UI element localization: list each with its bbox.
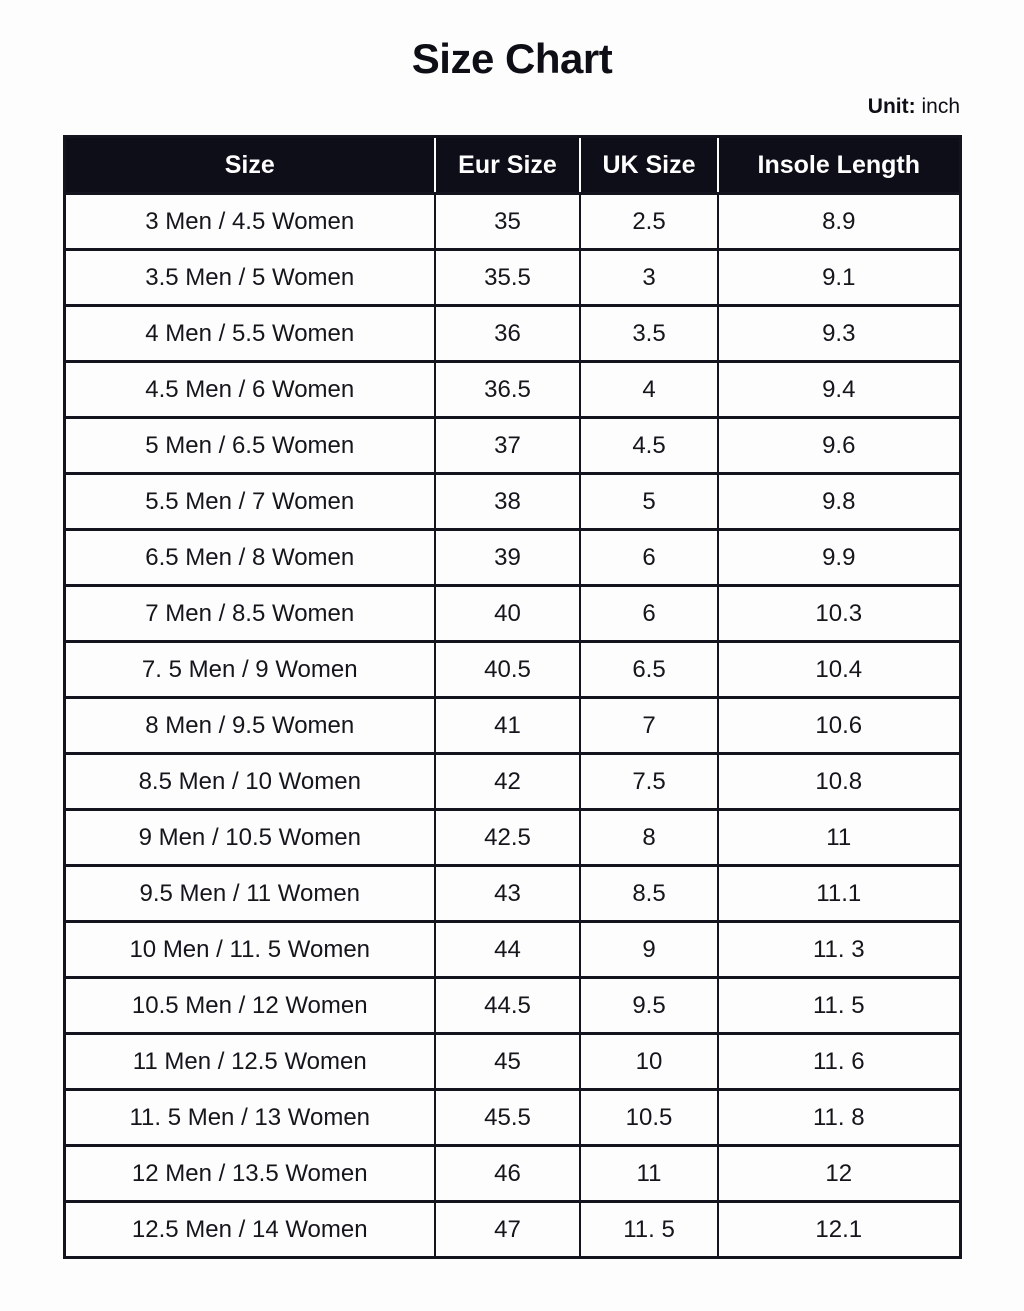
table-row xyxy=(64,978,960,1034)
column-header-size: Size xyxy=(64,137,435,194)
uk-size-cell: 5 xyxy=(580,474,718,530)
table-row xyxy=(64,922,960,978)
uk-size-cell: 11 xyxy=(580,1146,718,1202)
eur-size-cell: 40 xyxy=(435,586,580,642)
uk-size-cell: 8 xyxy=(580,810,718,866)
page-title: Size Chart xyxy=(411,35,613,82)
uk-size-cell: 8.5 xyxy=(580,866,718,922)
uk-size-cell: 3 xyxy=(580,250,718,306)
table-row xyxy=(64,362,960,418)
size-cell: 11. 5 Men / 13 Women xyxy=(64,1090,435,1146)
insole-length-cell: 10.8 xyxy=(718,754,960,810)
uk-size-cell: 3.5 xyxy=(580,306,718,362)
table-row xyxy=(64,698,960,754)
size-cell: 12 Men / 13.5 Women xyxy=(64,1146,435,1202)
table-row xyxy=(64,810,960,866)
eur-size-cell: 43 xyxy=(435,866,580,922)
table-row xyxy=(64,754,960,810)
insole-length-cell: 9.6 xyxy=(718,418,960,474)
size-cell: 11 Men / 12.5 Women xyxy=(64,1034,435,1090)
table-row xyxy=(64,194,960,250)
column-header-insole-length: Insole Length xyxy=(718,137,960,194)
insole-length-cell: 9.1 xyxy=(718,250,960,306)
uk-size-cell: 2.5 xyxy=(580,194,718,250)
table-row xyxy=(64,474,960,530)
table-row xyxy=(64,642,960,698)
eur-size-cell: 45 xyxy=(435,1034,580,1090)
size-cell: 7. 5 Men / 9 Women xyxy=(64,642,435,698)
eur-size-cell: 42.5 xyxy=(435,810,580,866)
size-cell: 3 Men / 4.5 Women xyxy=(64,194,435,250)
table-row xyxy=(64,1202,960,1258)
size-cell: 4.5 Men / 6 Women xyxy=(64,362,435,418)
size-cell: 12.5 Men / 14 Women xyxy=(64,1202,435,1258)
insole-length-cell: 9.3 xyxy=(718,306,960,362)
insole-length-cell: 11.1 xyxy=(718,866,960,922)
uk-size-cell: 4.5 xyxy=(580,418,718,474)
table-row xyxy=(64,1090,960,1146)
size-cell: 5 Men / 6.5 Women xyxy=(64,418,435,474)
table-row xyxy=(64,1146,960,1202)
eur-size-cell: 44.5 xyxy=(435,978,580,1034)
eur-size-cell: 36.5 xyxy=(435,362,580,418)
size-cell: 8.5 Men / 10 Women xyxy=(64,754,435,810)
unit-label: Unit: xyxy=(867,95,916,118)
table-row xyxy=(64,306,960,362)
eur-size-cell: 35.5 xyxy=(435,250,580,306)
insole-length-cell: 11. 6 xyxy=(718,1034,960,1090)
uk-size-cell: 6 xyxy=(580,530,718,586)
eur-size-cell: 38 xyxy=(435,474,580,530)
table-row xyxy=(64,250,960,306)
uk-size-cell: 11. 5 xyxy=(580,1202,718,1258)
insole-length-cell: 10.3 xyxy=(718,586,960,642)
insole-length-cell: 10.6 xyxy=(718,698,960,754)
size-cell: 4 Men / 5.5 Women xyxy=(64,306,435,362)
table-row xyxy=(64,1034,960,1090)
table-row xyxy=(64,530,960,586)
eur-size-cell: 42 xyxy=(435,754,580,810)
eur-size-cell: 44 xyxy=(435,922,580,978)
eur-size-cell: 47 xyxy=(435,1202,580,1258)
header-row xyxy=(64,137,960,194)
unit-value: inch xyxy=(921,95,960,118)
insole-length-cell: 11. 3 xyxy=(718,922,960,978)
uk-size-cell: 7 xyxy=(580,698,718,754)
insole-length-cell: 11 xyxy=(718,810,960,866)
eur-size-cell: 36 xyxy=(435,306,580,362)
size-cell: 5.5 Men / 7 Women xyxy=(64,474,435,530)
table-row xyxy=(64,866,960,922)
size-cell: 9.5 Men / 11 Women xyxy=(64,866,435,922)
insole-length-cell: 9.8 xyxy=(718,474,960,530)
uk-size-cell: 4 xyxy=(580,362,718,418)
eur-size-cell: 45.5 xyxy=(435,1090,580,1146)
eur-size-cell: 40.5 xyxy=(435,642,580,698)
size-cell: 6.5 Men / 8 Women xyxy=(64,530,435,586)
table-body xyxy=(64,194,960,1258)
uk-size-cell: 10.5 xyxy=(580,1090,718,1146)
size-cell: 10 Men / 11. 5 Women xyxy=(64,922,435,978)
insole-length-cell: 12 xyxy=(718,1146,960,1202)
size-cell: 3.5 Men / 5 Women xyxy=(64,250,435,306)
uk-size-cell: 9 xyxy=(580,922,718,978)
size-cell: 7 Men / 8.5 Women xyxy=(64,586,435,642)
uk-size-cell: 6.5 xyxy=(580,642,718,698)
column-header-eur-size: Eur Size xyxy=(435,137,580,194)
eur-size-cell: 41 xyxy=(435,698,580,754)
unit-note xyxy=(64,96,960,117)
size-cell: 8 Men / 9.5 Women xyxy=(64,698,435,754)
uk-size-cell: 7.5 xyxy=(580,754,718,810)
eur-size-cell: 39 xyxy=(435,530,580,586)
insole-length-cell: 11. 8 xyxy=(718,1090,960,1146)
insole-length-cell: 10.4 xyxy=(718,642,960,698)
column-header-uk-size: UK Size xyxy=(580,137,718,194)
eur-size-cell: 37 xyxy=(435,418,580,474)
uk-size-cell: 10 xyxy=(580,1034,718,1090)
insole-length-cell: 9.4 xyxy=(718,362,960,418)
insole-length-cell: 8.9 xyxy=(718,194,960,250)
size-cell: 10.5 Men / 12 Women xyxy=(64,978,435,1034)
uk-size-cell: 6 xyxy=(580,586,718,642)
table-row xyxy=(64,418,960,474)
insole-length-cell: 12.1 xyxy=(718,1202,960,1258)
insole-length-cell: 11. 5 xyxy=(718,978,960,1034)
eur-size-cell: 46 xyxy=(435,1146,580,1202)
size-chart-table xyxy=(63,135,962,1259)
insole-length-cell: 9.9 xyxy=(718,530,960,586)
size-cell: 9 Men / 10.5 Women xyxy=(64,810,435,866)
uk-size-cell: 9.5 xyxy=(580,978,718,1034)
table-row xyxy=(64,586,960,642)
eur-size-cell: 35 xyxy=(435,194,580,250)
